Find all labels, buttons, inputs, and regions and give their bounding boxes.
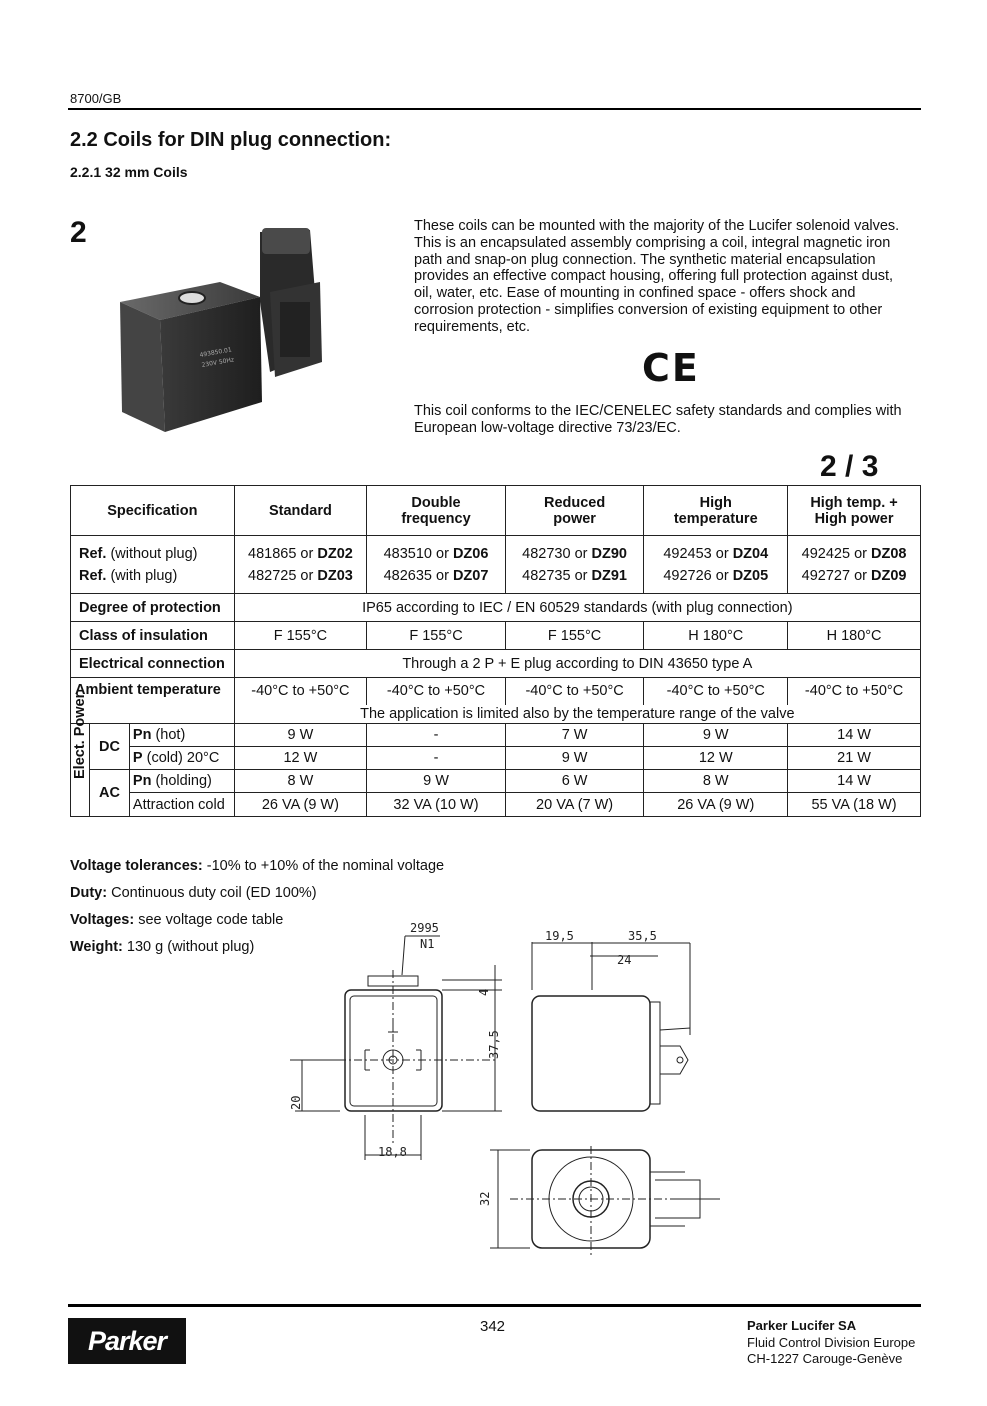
pn-hot-cell: 9 W [644, 724, 788, 747]
insulation-cell: F 155°C [367, 622, 506, 650]
ref-standard: 481865 or DZ02 482725 or DZ03 [234, 536, 367, 594]
p-cold-cell: - [367, 747, 506, 770]
power-label-cell [71, 692, 90, 817]
dc-cold-row [71, 747, 921, 770]
ambient-cell: -40°C to +50°C [644, 678, 788, 705]
ac-label: AC [90, 770, 130, 817]
svg-text:493850.01: 493850.01 [199, 346, 233, 359]
connection-label: Electrical connection [71, 650, 235, 678]
ac-attraction-row [71, 793, 921, 817]
insulation-cell: F 155°C [505, 622, 644, 650]
attraction-cell: 26 VA (9 W) [234, 793, 367, 817]
dim-24: 24 [617, 953, 632, 967]
ref-label: Ref. (without plug) Ref. (with plug) [71, 536, 235, 594]
pn-holding-cell: 14 W [788, 770, 921, 793]
duty: Duty: Continuous duty coil (ED 100%) [70, 885, 317, 901]
company-division: Fluid Control Division Europe [747, 1334, 916, 1350]
section-number: 2 [70, 216, 87, 249]
parker-logo: Parker [68, 1318, 186, 1364]
page-number: 342 [480, 1318, 506, 1335]
pn-holding-cell: 8 W [234, 770, 367, 793]
company-info [747, 1318, 915, 1368]
footer-divider [68, 1304, 921, 1307]
dim-32: 32 [478, 1191, 492, 1206]
pn-hot-label: Pn (hot) [129, 724, 234, 747]
ambient-cell: -40°C to +50°C [505, 678, 644, 705]
header-high-temperature: High temperature [644, 486, 788, 536]
header-high-temp-high-power: High temp. + High power [788, 486, 921, 536]
header-reduced-power: Reduced power [505, 486, 644, 536]
dim-4: 4 [477, 988, 491, 996]
conformity-statement: This coil conforms to the IEC/CENELEC safety standards and complies with European low-voltage directive 73/23/EC. [414, 403, 902, 436]
ce-mark: CE [642, 346, 700, 390]
pn-holding-cell: 8 W [644, 770, 788, 793]
figure-reference: 2 / 3 [820, 450, 879, 483]
attraction-cell: 26 VA (9 W) [644, 793, 788, 817]
protection-label: Degree of protection [71, 594, 235, 622]
voltages: Voltages: see voltage code table [70, 912, 284, 928]
ambient-label: Ambient temperature [71, 678, 235, 724]
svg-text:230V 50Hz: 230V 50Hz [201, 356, 235, 369]
p-cold-cell: 9 W [505, 747, 644, 770]
dimension-drawing [280, 910, 720, 1255]
pn-hot-cell: 9 W [234, 724, 367, 747]
ambient-row [71, 678, 921, 705]
ref-high-temperature: 492453 or DZ04 492726 or DZ05 [644, 536, 788, 594]
drawing-n1: N1 [420, 937, 435, 951]
ref-double-frequency: 483510 or DZ06 482635 or DZ07 [367, 536, 506, 594]
ref-high-temp-high-power: 492425 or DZ08 492727 or DZ09 [788, 536, 921, 594]
pn-holding-label: Pn (holding) [129, 770, 234, 793]
ac-holding-row [71, 770, 921, 793]
company-address: CH-1227 Carouge-Genève [747, 1351, 903, 1366]
dc-hot-row [71, 724, 921, 747]
p-cold-label: P (cold) 20°C [129, 747, 234, 770]
dim-35-5: 35,5 [628, 929, 657, 943]
subsection-title: 2.2.1 32 mm Coils [70, 164, 188, 180]
specification-table [70, 485, 921, 817]
attraction-cell: 55 VA (18 W) [788, 793, 921, 817]
connection-row [71, 650, 921, 678]
protection-row [71, 594, 921, 622]
power-label: Elect. Power [72, 692, 88, 779]
connection-value: Through a 2 P + E plug according to DIN 43650 type A [234, 650, 920, 678]
weight: Weight: 130 g (without plug) [70, 939, 255, 955]
insulation-cell: H 180°C [644, 622, 788, 650]
pn-hot-cell: - [367, 724, 506, 747]
drawing-code: 2995 [410, 921, 439, 935]
dim-20: 20 [289, 1095, 303, 1110]
dc-label: DC [90, 724, 130, 770]
ambient-cell: -40°C to +50°C [367, 678, 506, 705]
pn-hot-cell: 14 W [788, 724, 921, 747]
attraction-cell: 20 VA (7 W) [505, 793, 644, 817]
ambient-cell: -40°C to +50°C [788, 678, 921, 705]
p-cold-cell: 12 W [234, 747, 367, 770]
insulation-cell: F 155°C [234, 622, 367, 650]
ambient-cell: -40°C to +50°C [234, 678, 367, 705]
header-divider [68, 108, 921, 110]
p-cold-cell: 21 W [788, 747, 921, 770]
dim-37-5: 37,5 [487, 1030, 501, 1059]
insulation-cell: H 180°C [788, 622, 921, 650]
header-specification: Specification [71, 486, 235, 536]
coil-product-image [110, 222, 330, 440]
coil-description: These coils can be mounted with the majority of the Lucifer solenoid valves. This is an encapsulated assembly comprising a coil, integral magnetic iron path and snap-on plug connection. The synthetic material encapsulation provides an effective compact housing, offering full protection against dust, oil, water, etc. Ease of mounting in confined space - offers shock and corrosion protection - simplifies conversion of existing equipment to other requirements, etc. [414, 218, 900, 335]
ambient-note: The application is limited also by the temperature range of the valve [234, 705, 920, 724]
dim-18-8: 18,8 [378, 1145, 407, 1159]
p-cold-cell: 12 W [644, 747, 788, 770]
section-title: 2.2 Coils for DIN plug connection: [70, 129, 392, 151]
header-standard: Standard [234, 486, 367, 536]
attraction-label: Attraction cold [129, 793, 234, 817]
document-reference: 8700/GB [70, 91, 122, 106]
company-name: Parker Lucifer SA [747, 1318, 857, 1333]
ref-row [71, 536, 921, 594]
protection-value: IP65 according to IEC / EN 60529 standards (with plug connection) [234, 594, 920, 622]
insulation-label: Class of insulation [71, 622, 235, 650]
header-double-frequency: Double frequency [367, 486, 506, 536]
dim-19-5: 19,5 [545, 929, 574, 943]
table-header-row [71, 486, 921, 536]
ref-reduced-power: 482730 or DZ90 482735 or DZ91 [505, 536, 644, 594]
pn-hot-cell: 7 W [505, 724, 644, 747]
pn-holding-cell: 6 W [505, 770, 644, 793]
attraction-cell: 32 VA (10 W) [367, 793, 506, 817]
voltage-tolerances: Voltage tolerances: -10% to +10% of the nominal voltage [70, 858, 445, 874]
insulation-row [71, 622, 921, 650]
pn-holding-cell: 9 W [367, 770, 506, 793]
